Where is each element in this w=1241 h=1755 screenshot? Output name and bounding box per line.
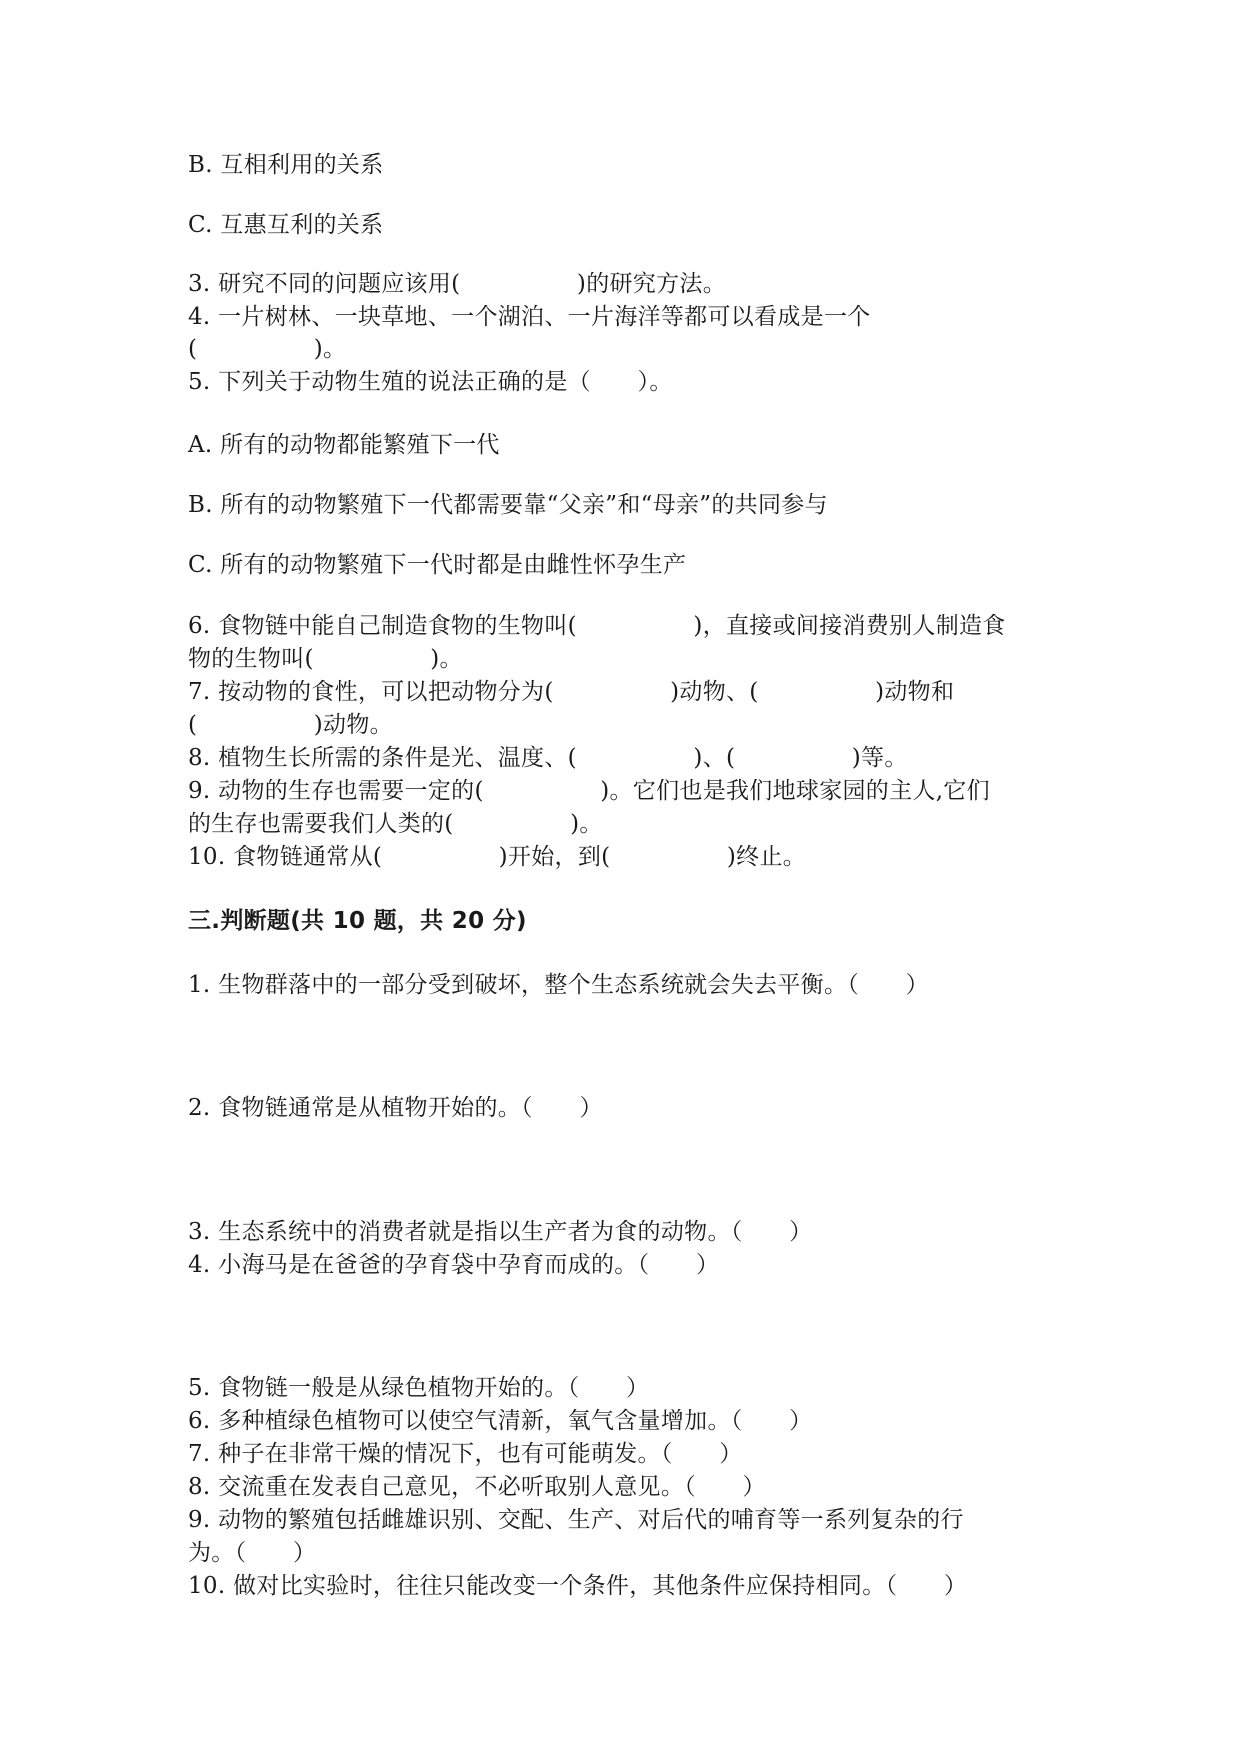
- fill-q5-option-c: C. 所有的动物繁殖下一代时都是由雌性怀孕生产: [188, 552, 687, 578]
- judge-q9-line2: 为。（ ）: [188, 1540, 317, 1566]
- fill-q4-line2: ( )。: [188, 336, 347, 362]
- judge-q8: 8. 交流重在发表自己意见，不必听取别人意见。（ ）: [188, 1474, 766, 1500]
- fill-q10: 10. 食物链通常从( )开始，到( )终止。: [188, 844, 807, 870]
- judge-q5: 5. 食物链一般是从绿色植物开始的。（ ）: [188, 1375, 650, 1401]
- fill-q8: 8. 植物生长所需的条件是光、温度、( )、( )等。: [188, 745, 908, 771]
- fill-q5-option-b: B. 所有的动物繁殖下一代都需要靠“父亲”和“母亲”的共同参与: [188, 492, 828, 518]
- section-heading-judge: 三.判断题(共 10 题，共 20 分): [188, 908, 527, 934]
- fill-q5: 5. 下列关于动物生殖的说法正确的是（ ）。: [188, 369, 673, 395]
- fill-q7-line2: ( )动物。: [188, 712, 393, 738]
- judge-q4: 4. 小海马是在爸爸的孕育袋中孕育而成的。（ ）: [188, 1252, 720, 1278]
- fill-q3: 3. 研究不同的问题应该用( )的研究方法。: [188, 271, 727, 297]
- fill-q6-line2: 物的生物叫( )。: [188, 646, 463, 672]
- judge-q9-line1: 9. 动物的繁殖包括雌雄识别、交配、生产、对后代的哺育等一系列复杂的行: [188, 1507, 964, 1533]
- fill-q7-line1: 7. 按动物的食性，可以把动物分为( )动物、( )动物和: [188, 679, 955, 705]
- fill-q9-line2: 的生存也需要我们人类的( )。: [188, 811, 603, 837]
- judge-q6: 6. 多种植绿色植物可以使空气清新，氧气含量增加。（ ）: [188, 1408, 813, 1434]
- fill-q9-line1: 9. 动物的生存也需要一定的( )。它们也是我们地球家园的主人,它们: [188, 778, 990, 804]
- judge-q2: 2. 食物链通常是从植物开始的。（ ）: [188, 1095, 603, 1121]
- judge-q10: 10. 做对比实验时，往往只能改变一个条件，其他条件应保持相同。（ ）: [188, 1573, 968, 1599]
- fill-q2-option-b: B. 互相利用的关系: [188, 152, 384, 178]
- judge-q7: 7. 种子在非常干燥的情况下，也有可能萌发。（ ）: [188, 1441, 743, 1467]
- fill-q4-line1: 4. 一片树林、一块草地、一个湖泊、一片海洋等都可以看成是一个: [188, 304, 871, 330]
- fill-q5-option-a: A. 所有的动物都能繁殖下一代: [188, 432, 500, 458]
- fill-q2-option-c: C. 互惠互利的关系: [188, 212, 384, 238]
- judge-q1: 1. 生物群落中的一部分受到破坏，整个生态系统就会失去平衡。（ ）: [188, 972, 929, 998]
- fill-q6-line1: 6. 食物链中能自己制造食物的生物叫( )，直接或间接消费别人制造食: [188, 613, 1006, 639]
- judge-q3: 3. 生态系统中的消费者就是指以生产者为食的动物。（ ）: [188, 1219, 813, 1245]
